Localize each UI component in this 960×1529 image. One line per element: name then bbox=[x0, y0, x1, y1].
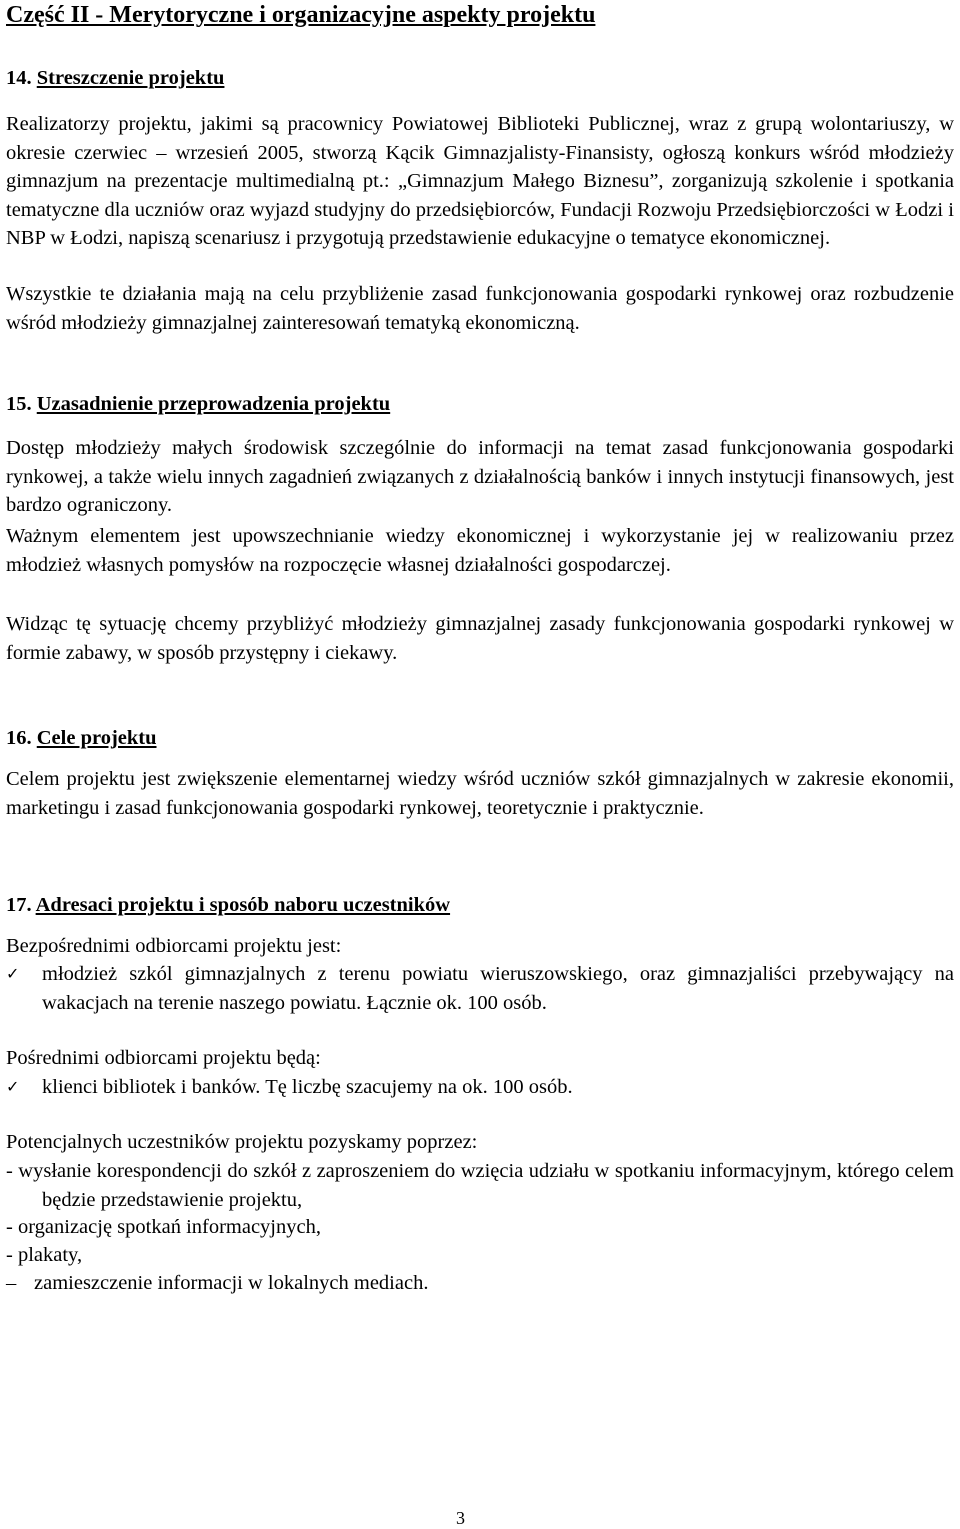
section-14-title: Streszczenie projektu bbox=[36, 67, 225, 89]
dash-marker: – bbox=[6, 1272, 17, 1294]
section-14-heading bbox=[6, 64, 224, 93]
section-17-number: 17. bbox=[6, 894, 32, 916]
indirect-recipients-label: Pośrednimi odbiorcami projektu będą: bbox=[6, 1047, 321, 1069]
checkmark-icon: ✓ bbox=[6, 1077, 20, 1096]
section-15-heading bbox=[6, 390, 390, 419]
recruitment-item-3: - plakaty, bbox=[6, 1244, 83, 1266]
part-title: Część II - Merytoryczne i organizacyjne aspekty projektu bbox=[6, 2, 596, 28]
section-17-heading bbox=[6, 891, 450, 920]
section-16-paragraph-1: Celem projektu jest zwiększenie elementarnej wiedzy wśród uczniów szkół gimnazjalnych w zakresie ekonomii, marketingu i zasad funkcjonowania gospodarki rynkowej, teoretycznie i praktycznie. bbox=[6, 768, 954, 819]
page-number: 3 bbox=[456, 1508, 465, 1528]
direct-recipients-label: Bezpośrednimi odbiorcami projektu jest: bbox=[6, 935, 342, 957]
direct-recipients-item bbox=[6, 960, 954, 1017]
section-15-paragraph-3: Widząc tę sytuację chcemy przybliżyć młodzieży gimnazjalnej zasady funkcjonowania gospodarki rynkowej w formie zabawy, w sposób przystępny i ciekawy. bbox=[6, 613, 954, 664]
section-14-paragraph-1: Realizatorzy projektu, jakimi są pracownicy Powiatowej Biblioteki Publicznej, wraz z grupą wolontariuszy, w okresie czerwiec – wrzesień 2005, stworzą Kącik Gimnazjalisty-Finansisty, ogłoszą konkurs wśród młodzieży gimnazjum na prezentacje multimedialną pt.: „Gimnazjum Małego Biznesu”, zorganizują szkolenie i spotkania tematyczne dla uczniów oraz wyjazd studyjny do przedsiębiorców, Fundacji Rozwoju Przedsiębiorczości w Łodzi i NBP w Łodzi, napiszą scenariusz i przygotują przedstawienie edukacyjne o tematyce ekonomicznej. bbox=[6, 113, 954, 250]
section-17-title: Adresaci projektu i sposób naboru uczestników bbox=[35, 894, 451, 916]
section-15-title: Uzasadnienie przeprowadzenia projektu bbox=[36, 393, 391, 415]
indirect-recipients-item bbox=[6, 1073, 954, 1102]
section-15-paragraph-1: Dostęp młodzieży małych środowisk szczególnie do informacji na temat zasad funkcjonowania gospodarki rynkowej, a także wielu innych zagadnień związanych z działalnością banków i innych instytucji finansowych, jest bardzo ograniczony. bbox=[6, 437, 954, 517]
recruitment-item-4: – zamieszczenie informacji w lokalnych mediach. bbox=[6, 1269, 954, 1298]
section-14-paragraph-2: Wszystkie te działania mają na celu przybliżenie zasad funkcjonowania gospodarki rynkowej oraz rozbudzenie wśród młodzieży gimnazjalnej zainteresowań tematyką ekonomiczną. bbox=[6, 283, 954, 334]
direct-recipients-text: młodzież szkól gimnazjalnych z terenu powiatu wieruszowskiego, oraz gimnazjaliści przebywający na wakacjach na terenie naszego powiatu. Łącznie ok. 100 osób. bbox=[42, 963, 954, 1014]
section-16-heading bbox=[6, 724, 157, 753]
section-15-paragraph-2: Ważnym elementem jest upowszechnianie wiedzy ekonomicznej i wykorzystanie jej w realizowaniu przez młodzież własnych pomysłów na rozpoczęcie własnej działalności gospodarczej. bbox=[6, 525, 954, 576]
recruitment-item-1: - wysłanie korespondencji do szkół z zaproszeniem do wzięcia udziału w spotkaniu informacyjnym, którego celem będzie przedstawienie projektu, bbox=[6, 1160, 954, 1211]
recruitment-item-2: - organizację spotkań informacyjnych, bbox=[6, 1216, 321, 1238]
section-14-number: 14. bbox=[6, 67, 32, 89]
checkmark-icon: ✓ bbox=[6, 964, 20, 983]
indirect-recipients-text: klienci bibliotek i banków. Tę liczbę szacujemy na ok. 100 osób. bbox=[42, 1076, 573, 1098]
section-16-number: 16. bbox=[6, 727, 32, 749]
recruitment-label: Potencjalnych uczestników projektu pozyskamy poprzez: bbox=[6, 1131, 478, 1153]
section-15-number: 15. bbox=[6, 393, 32, 415]
section-16-title: Cele projektu bbox=[36, 727, 157, 749]
